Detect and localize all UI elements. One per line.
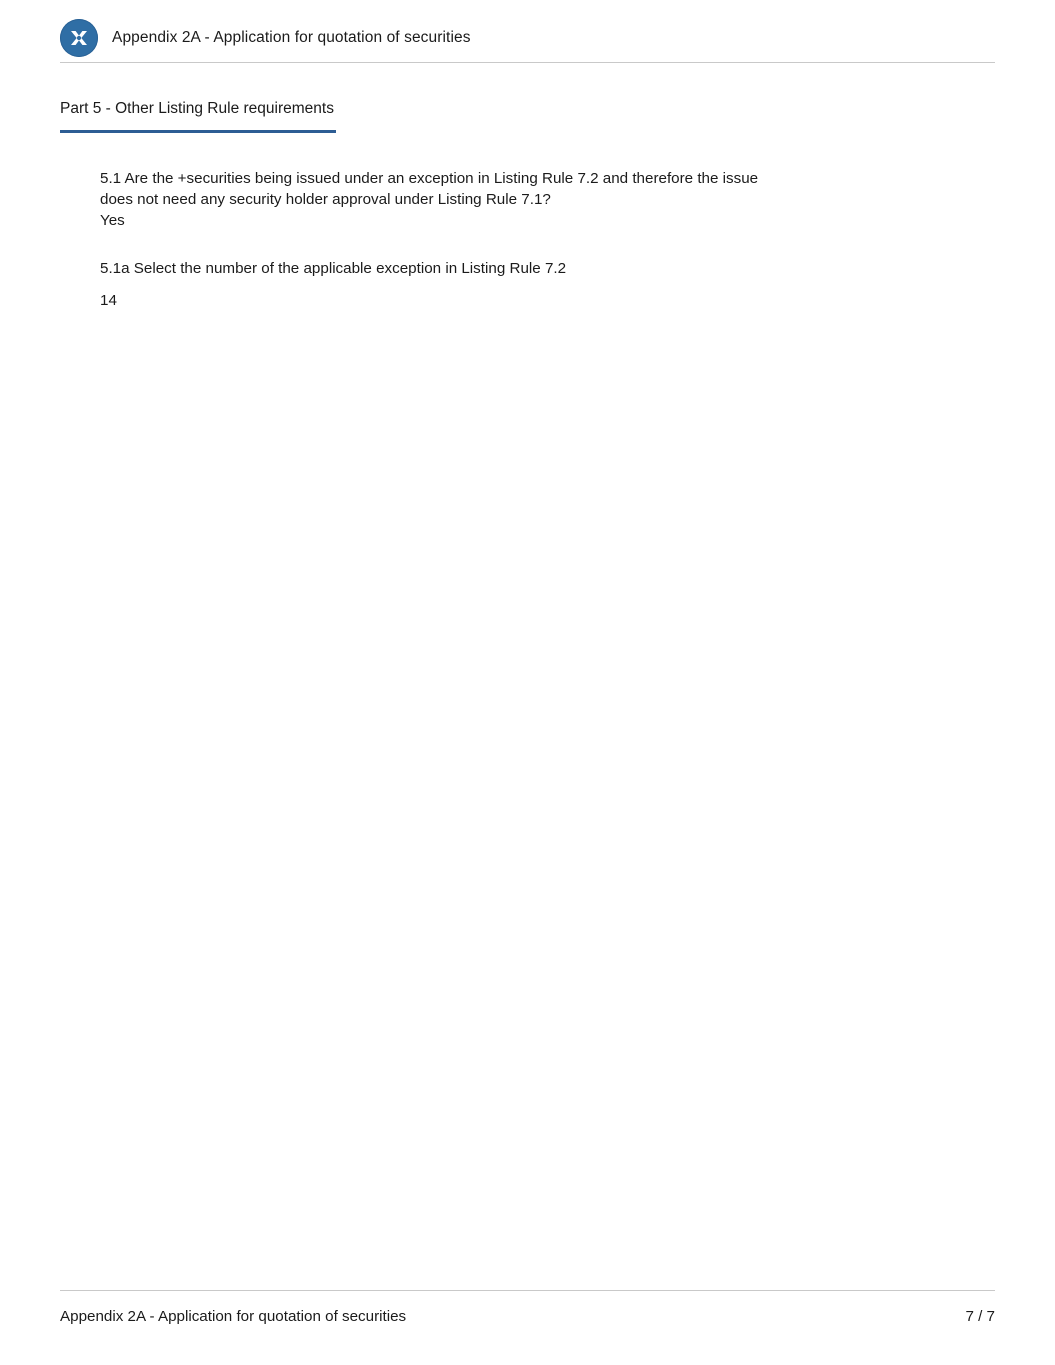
footer-title: Appendix 2A - Application for quotation of securities (60, 1308, 407, 1325)
section-underline (60, 130, 336, 133)
questions-list (100, 168, 935, 338)
question-text: 5.1 Are the +securities being issued under an exception in Listing Rule 7.2 and therefore the issue does not need any security holder approval under Listing Rule 7.1? (100, 170, 759, 208)
footer-divider (60, 1290, 995, 1291)
header-title: Appendix 2A - Application for quotation of securities (112, 29, 471, 46)
section-heading-block (60, 100, 995, 133)
document-header (60, 14, 995, 62)
question-block-5-1 (100, 168, 935, 231)
answer-value: Yes (100, 212, 125, 229)
asx-logo-icon (60, 19, 98, 57)
answer-value: 14 (100, 292, 117, 309)
footer-page-number: 7 / 7 (965, 1308, 995, 1325)
question-block-5-1a (100, 258, 935, 311)
document-footer (60, 1308, 995, 1325)
header-divider (60, 62, 995, 63)
question-text: 5.1a Select the number of the applicable exception in Listing Rule 7.2 (100, 260, 567, 277)
section-title: Part 5 - Other Listing Rule requirements (60, 100, 334, 117)
